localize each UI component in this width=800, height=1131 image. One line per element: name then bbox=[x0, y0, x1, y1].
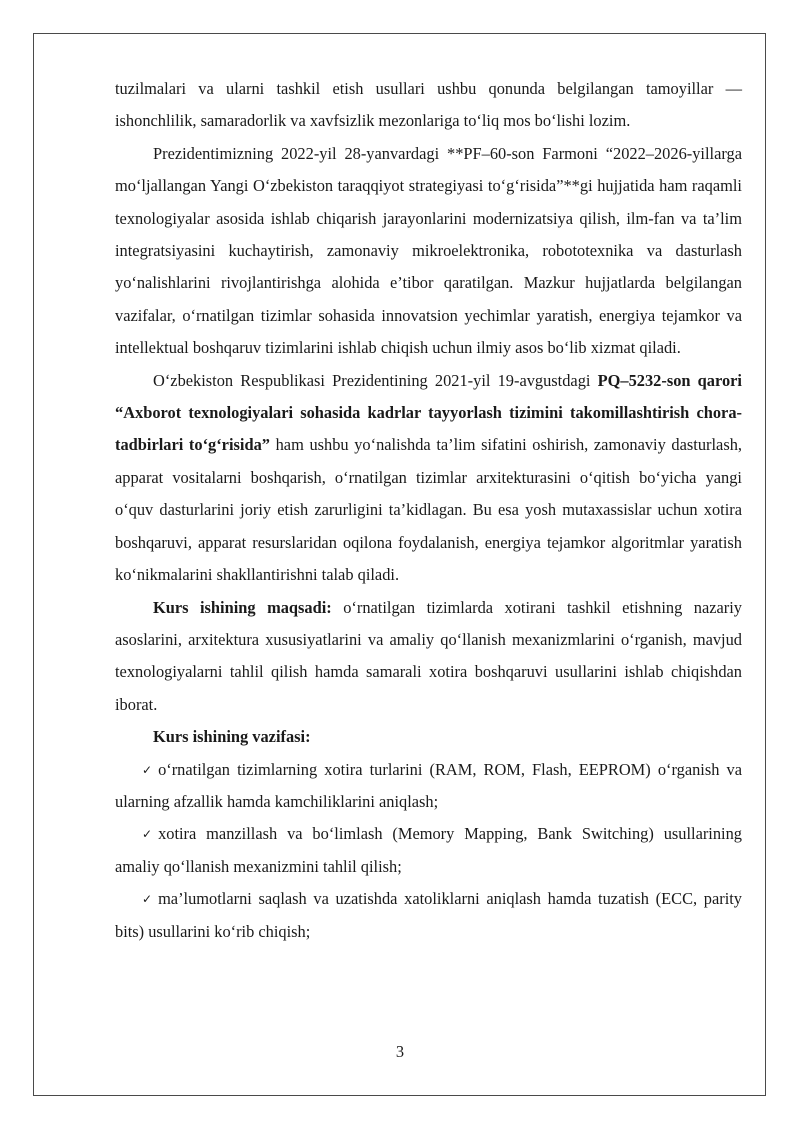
checkmark-icon: ✓ bbox=[142, 827, 153, 842]
task-item-2 bbox=[115, 818, 742, 883]
goal-label: Kurs ishining maqsadi: bbox=[153, 597, 332, 617]
checkmark-icon: ✓ bbox=[142, 892, 153, 907]
paragraph-2: Prezidentimizning 2022-yil 28-yanvardagi **PF–60-son Farmoni “2022–2026-yillarga mo‘ljallangan Yangi O‘zbekiston taraqqiyot strategiyasi to‘g‘risida”**gi hujjatida ham raqamli texnologiyalar asosida ishlab chiqarish jarayonlarini modernizatsiya qilish, ilm-fan va ta’lim integratsiyasini kuchaytirish, zamonaviy mikroelektronika, robototexnika va dasturlash yo‘nalishlarini rivojlantirishga alohida e’tibor qaratilgan. Mazkur hujjatlarda belgilangan vazifalar, o‘rnatilgan tizimlar sohasida innovatsion yechimlar yaratish, energiya tejamkor va intellektual boshqaruv tizimlarini ishlab chiqish uchun ilmiy asos bo‘lib xizmat qiladi. bbox=[115, 143, 742, 358]
paragraph-3-rest: ham ushbu yo‘nalishda ta’lim sifatini oshirish, zamonaviy dasturlash, apparat vositalarni boshqarish, o‘rnatilgan tizimlar arxitekturasini o‘qitish bo‘yicha yangi o‘quv dasturlarini joriy etish zarurligini ta’kidlagan. Bu esa yosh mutaxassislar uchun xotira boshqaruvi, apparat resurslaridan oqilona foydalanish, energiya tejamkor algoritmlar yaratish ko‘nikmalarini shakllantirishni talab qiladi. bbox=[115, 435, 742, 585]
goal-paragraph bbox=[115, 592, 742, 722]
paragraph-3 bbox=[115, 365, 742, 592]
decree-title: PQ–5232-son qarori “Axborot texnologiyalari sohasida kadrlar tayyorlash tizimini takomillashtirish chora-tadbirlari to‘g‘risida” bbox=[115, 370, 742, 455]
document-body bbox=[115, 73, 742, 948]
task-text-2: xotira manzillash va bo‘limlash (Memory Mapping, Bank Switching) usullarining amaliy qo‘llanish mexanizmini tahlil qilish; bbox=[115, 824, 742, 876]
paragraph-1: tuzilmalari va ularni tashkil etish usullari ushbu qonunda belgilangan tamoyillar — ishonchlilik, samaradorlik va xavfsizlik mezonlariga to‘liq mos bo‘lishi lozim. bbox=[115, 79, 742, 131]
task-item-1 bbox=[115, 754, 742, 819]
checkmark-icon: ✓ bbox=[142, 762, 153, 777]
page-number: 3 bbox=[395, 1042, 405, 1061]
tasks-heading bbox=[115, 721, 742, 753]
tasks-label: Kurs ishining vazifasi: bbox=[153, 727, 311, 747]
paragraph-3-intro: O‘zbekiston Respublikasi Prezidentining 2021-yil 19-avgustdagi bbox=[153, 370, 598, 390]
goal-text: o‘rnatilgan tizimlarda xotirani tashkil etishning nazariy asoslarini, arxitektura xususiyatlarini va amaliy qo‘llanish mexanizmlarini o‘rganish, mavjud texnologiyalarni tahlil qilish hamda samarali xotira boshqaruvi usullarini ishlab chiqishdan iborat. bbox=[115, 597, 742, 714]
task-item-3 bbox=[115, 883, 742, 948]
task-text-1: o‘rnatilgan tizimlarning xotira turlarini (RAM, ROM, Flash, EEPROM) o‘rganish va ularning afzallik hamda kamchiliklarini aniqlash; bbox=[115, 759, 742, 811]
task-text-3: ma’lumotlarni saqlash va uzatishda xatoliklarni aniqlash hamda tuzatish (ECC, parity bits) usullarini ko‘rib chiqish; bbox=[115, 889, 742, 941]
